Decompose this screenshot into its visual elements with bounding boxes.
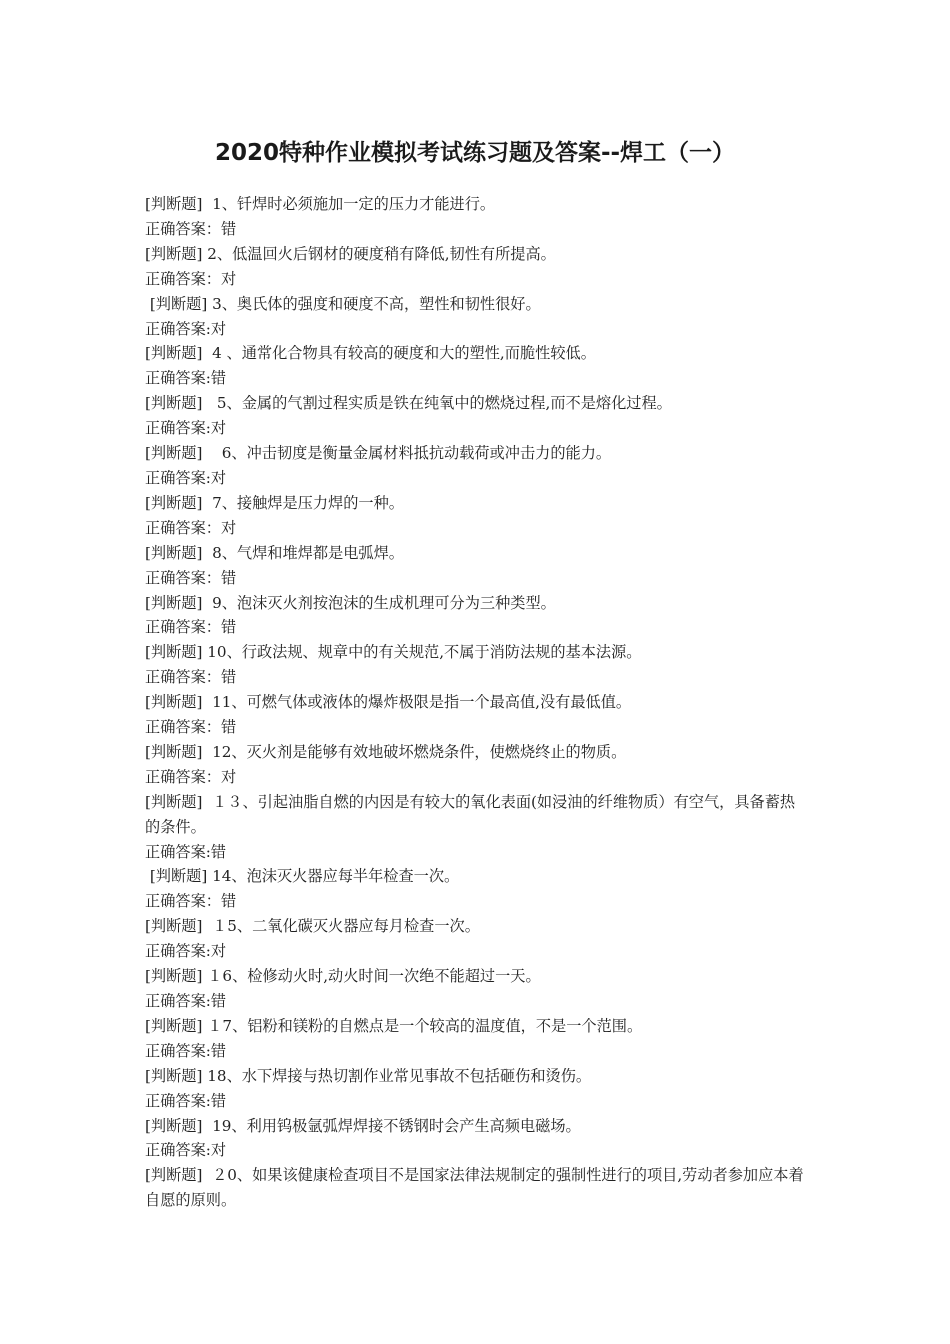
answer-text: 正确答案：错: [145, 892, 237, 911]
answer-text: 正确答案:对: [145, 468, 227, 487]
question-text: [判断题] １5、二氧化碳灭火器应每月检查一次。: [145, 917, 480, 936]
question-item: [145, 242, 810, 292]
question-text: [判断题] 11、可燃气体或液体的爆炸极限是指一个最高值,没有最低值。: [145, 693, 632, 712]
answer-text: 正确答案：对: [145, 518, 237, 537]
question-text: [判断题] 12、灭火剂是能够有效地破坏燃烧条件，使燃烧终止的物质。: [145, 742, 627, 761]
question-text: [判断题] 2、低温回火后钢材的硬度稍有降低,韧性有所提高。: [145, 244, 556, 263]
answer-text: 正确答案:错: [145, 1091, 227, 1110]
question-item: [145, 914, 810, 964]
question-text: [判断题] 7、接触焊是压力焊的一种。: [145, 493, 404, 512]
question-text: [判断题] 3、奥氏体的强度和硬度不高，塑性和韧性很好。: [145, 294, 541, 313]
question-text: [判断题] 6、冲击韧度是衡量金属材料抵抗动载荷或冲击力的能力。: [145, 444, 612, 463]
question-item: [145, 441, 810, 491]
answer-text: 正确答案：对: [145, 269, 237, 288]
answer-text: 正确答案：错: [145, 568, 237, 587]
question-item: [145, 1064, 810, 1114]
question-text: [判断题] ２0、如果该健康检查项目不是国家法律法规制定的强制性进行的项目,劳动者参加应本着自愿的原则。: [145, 1166, 804, 1210]
question-text: [判断题] １6、检修动火时,动火时间一次绝不能超过一天。: [145, 967, 541, 986]
question-item: [145, 491, 810, 541]
answer-text: 正确答案:错: [145, 992, 227, 1010]
answer-text: 正确答案:对: [145, 942, 227, 961]
question-item: [145, 1114, 810, 1164]
answer-text: 正确答案:对: [145, 1141, 227, 1160]
question-item: [145, 1014, 810, 1064]
question-text: [判断题] 4 、通常化合物具有较高的硬度和大的塑性,而脆性较低。: [145, 344, 596, 363]
page-title: 2020特种作业模拟考试练习题及答案--焊工（一）: [214, 140, 736, 166]
question-list: [145, 192, 810, 1213]
answer-text: 正确答案：对: [145, 767, 237, 786]
answer-text: 正确答案：错: [145, 718, 237, 737]
question-text: [判断题] 1、钎焊时必须施加一定的压力才能进行。: [145, 195, 496, 213]
question-item: [145, 192, 810, 242]
question-item: [145, 341, 810, 391]
question-text: [判断题] 19、利用钨极氩弧焊焊接不锈钢时会产生高频电磁场。: [145, 1116, 581, 1135]
answer-text: 正确答案:对: [145, 319, 227, 338]
question-text: [判断题] 18、水下焊接与热切割作业常见事故不包括砸伤和烫伤。: [145, 1066, 592, 1085]
answer-text: 正确答案:错: [145, 1041, 227, 1060]
question-item: [145, 964, 810, 1014]
answer-text: 正确答案：错: [145, 668, 237, 687]
question-text: [判断题] 9、泡沫灭火剂按泡沫的生成机理可分为三种类型。: [145, 593, 556, 612]
question-text: [判断题] 5、金属的气割过程实质是铁在纯氧中的燃烧过程,而不是熔化过程。: [145, 394, 672, 413]
answer-text: 正确答案:错: [145, 842, 227, 861]
answer-text: 正确答案：错: [145, 219, 237, 238]
question-item: [145, 640, 810, 690]
question-text: [判断题] １３、引起油脂自燃的内因是有较大的氧化表面(如浸油的纤维物质）有空气，具备蓄热的条件。: [145, 792, 796, 836]
question-item: [145, 292, 810, 342]
question-text: [判断题] 8、气焊和堆焊都是电弧焊。: [145, 543, 404, 562]
question-item: [145, 1163, 810, 1213]
question-item: [145, 690, 810, 740]
question-item: [145, 864, 810, 914]
answer-text: 正确答案:对: [145, 419, 227, 438]
question-item: [145, 391, 810, 441]
question-item: [145, 591, 810, 641]
question-text: [判断题] 14、泡沫灭火器应每半年检查一次。: [145, 867, 460, 886]
question-item: [145, 740, 810, 790]
question-item: [145, 541, 810, 591]
question-item: [145, 790, 810, 865]
question-text: [判断题] 10、行政法规、规章中的有关规范,不属于消防法规的基本法源。: [145, 643, 642, 662]
question-text: [判断题] １7、铝粉和镁粉的自燃点是一个较高的温度值，不是一个范围。: [145, 1016, 643, 1035]
answer-text: 正确答案:错: [145, 369, 227, 388]
answer-text: 正确答案：错: [145, 618, 237, 637]
